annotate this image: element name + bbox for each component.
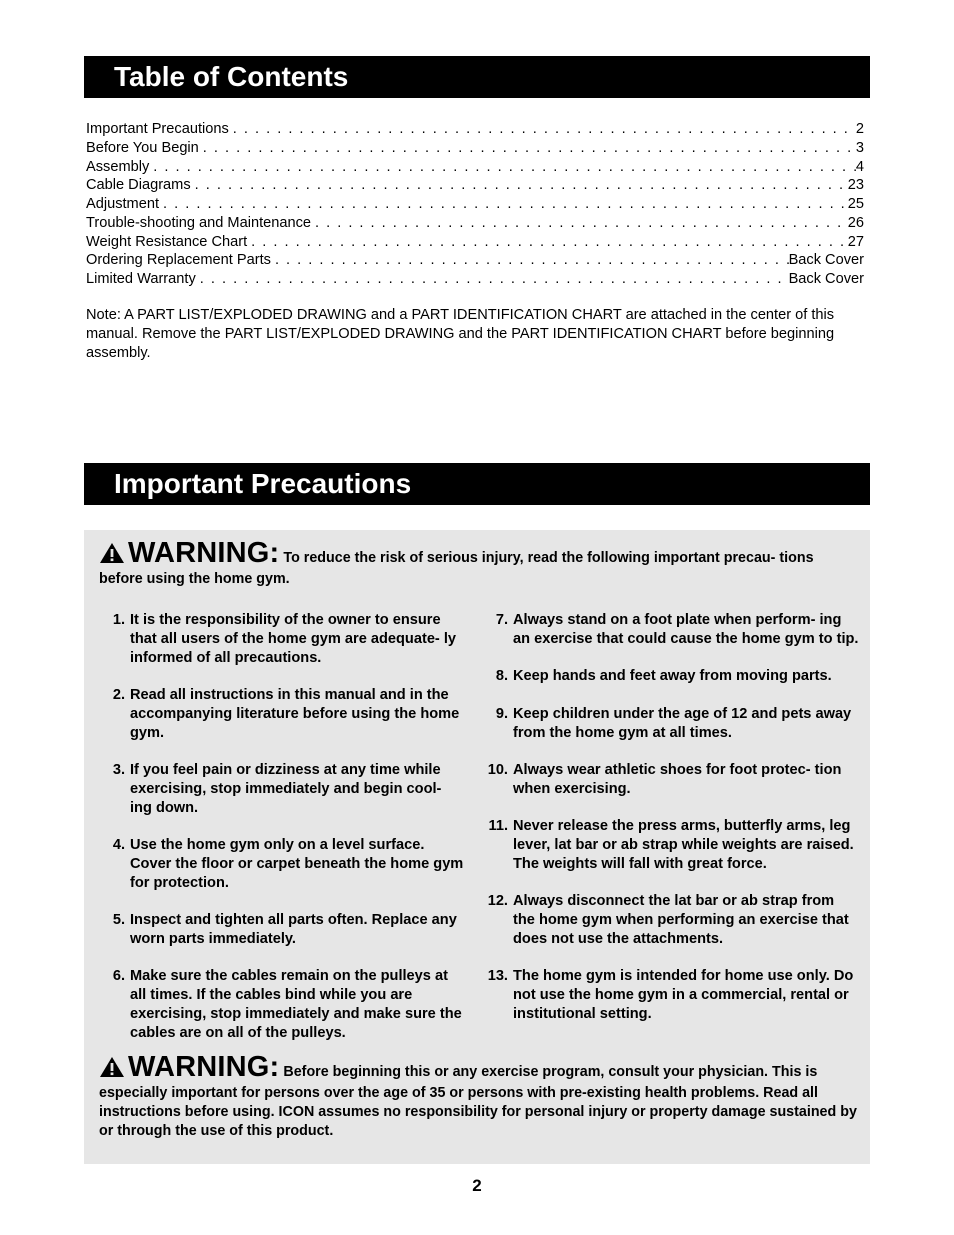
precaution-item (100, 967, 466, 1042)
warning-physician (99, 1051, 859, 1141)
precaution-item (484, 761, 859, 799)
toc-entry[interactable] (86, 158, 864, 177)
precaution-number: 3. (112, 762, 125, 778)
toc-entry-label: Adjustment (86, 196, 160, 212)
toc-entry-page: 4 (855, 158, 864, 175)
toc-entry[interactable] (86, 251, 864, 270)
toc-heading: Table of Contents (84, 56, 870, 98)
precautions-list-left (100, 611, 466, 1061)
precaution-item (100, 686, 466, 742)
precautions-heading: Important Precautions (84, 463, 870, 505)
toc-leader (271, 251, 789, 270)
precaution-text: Use the home gym only on a level surface. Cover the floor or carpet beneath the home gym for protection. (130, 837, 464, 891)
precaution-item (484, 705, 859, 743)
toc-entry-label: Before You Begin (86, 139, 199, 156)
toc-leader (149, 158, 856, 177)
precaution-text: Make sure the cables remain on the pulleys at all times. If the cables bind while you are exercising, stop immediately and make sure the cables are on all of the pulleys. (130, 968, 462, 1041)
precaution-number: 7. (495, 612, 508, 628)
toc-entry-page: 27 (847, 233, 864, 250)
warning-label: WARNING: (128, 1051, 280, 1083)
page-number: 2 (472, 1176, 482, 1195)
toc-entry-page: Back Cover (788, 252, 864, 269)
precaution-item (100, 611, 466, 667)
precaution-number: 4. (112, 837, 125, 853)
toc-entry-label: Limited Warranty (86, 271, 196, 287)
toc-entry[interactable] (86, 233, 864, 252)
toc-entry[interactable] (86, 195, 864, 214)
precautions-list-right (484, 611, 859, 1042)
precaution-number: 12. (487, 893, 508, 910)
warning-intro (99, 537, 859, 589)
toc-entry-page: Back Cover (788, 271, 864, 287)
precaution-item (484, 611, 859, 649)
toc-entry-page: 25 (847, 196, 864, 212)
toc-entry-page: 26 (847, 214, 864, 231)
toc-entry-label: Trouble-shooting and Maintenance (86, 214, 311, 231)
precaution-item (100, 836, 466, 892)
warning-triangle-icon (99, 542, 125, 570)
precaution-number: 11. (488, 818, 508, 835)
toc-leader (191, 176, 848, 195)
toc-entry-page: 3 (855, 139, 864, 156)
precaution-number: 2. (112, 687, 125, 703)
toc-entry-label: Weight Resistance Chart (86, 233, 248, 250)
precaution-text: Read all instructions in this manual and in the accompanying literature before using the home gym. (130, 687, 460, 741)
precaution-number: 1. (112, 612, 125, 628)
precaution-number: 6. (112, 968, 125, 985)
toc-list (86, 120, 864, 289)
toc-note: Note: A PART LIST/EXPLODED DRAWING and a PART IDENTIFICATION CHART are attached in the center of this manual. Remove the PART LIST/EXPLODED DRAWING and the PART IDENTIFICATION CHART before beginning assembly. (86, 307, 835, 361)
precaution-number: 8. (495, 668, 508, 685)
precaution-text: The home gym is intended for home use only. Do not use the home gym in a commercial, rental or institutional setting. (513, 968, 854, 1022)
precaution-item (484, 967, 859, 1023)
precaution-text: Always wear athletic shoes for foot protec- tion when exercising. (513, 762, 842, 797)
precaution-text: Inspect and tighten all parts often. Replace any worn parts immediately. (130, 912, 457, 947)
toc-entry-page: 23 (847, 177, 864, 194)
toc-entry-label: Ordering Replacement Parts (86, 252, 271, 269)
warning-label: WARNING: (128, 537, 280, 569)
precaution-text: Never release the press arms, butterfly arms, leg lever, lat bar or ab strap while weights are raised. The weights will fall with great force. (513, 818, 854, 872)
precaution-number: 13. (487, 968, 508, 985)
precaution-item (484, 667, 859, 686)
toc-entry-label: Assembly (86, 158, 150, 175)
toc-leader (196, 270, 789, 289)
toc-leader (311, 214, 848, 233)
precaution-item (100, 911, 466, 949)
toc-entry[interactable] (86, 139, 864, 158)
warning-intro-text: To reduce the risk of serious injury, read the following important precau- tions before using the home gym. (99, 550, 814, 587)
precaution-text: Always stand on a foot plate when perform- ing an exercise that could cause the home gym to tip. (513, 612, 859, 647)
precaution-number: 9. (495, 705, 508, 722)
toc-entry-label: Cable Diagrams (86, 177, 191, 194)
warning-physician-text: Before beginning this or any exercise program, consult your physician. This is especially important for persons over the age of 35 or persons with pre-existing health problems. Read all instructions before using. ICON assumes no responsibility for personal injury or property damage sustained by or through the use of this product. (99, 1064, 857, 1139)
warning-triangle-icon (99, 1056, 125, 1084)
toc-leader (159, 195, 848, 214)
precaution-item (484, 892, 859, 948)
toc-entry[interactable] (86, 270, 864, 289)
toc-leader (229, 120, 856, 139)
precaution-number: 10. (487, 762, 508, 778)
toc-leader (247, 233, 848, 252)
precaution-text: If you feel pain or dizziness at any time while exercising, stop immediately and begin cool- ing down. (130, 762, 442, 816)
precaution-item (484, 817, 859, 873)
toc-entry[interactable] (86, 176, 864, 195)
precaution-text: Always disconnect the lat bar or ab strap from the home gym when performing an exercise that does not use the attachments. (513, 893, 849, 947)
precaution-item (100, 761, 466, 817)
precaution-number: 5. (112, 912, 125, 928)
toc-leader (199, 139, 856, 158)
toc-entry-page: 2 (855, 121, 864, 137)
precaution-text: Keep hands and feet away from moving parts. (513, 668, 832, 685)
precaution-text: Keep children under the age of 12 and pets away from the home gym at all times. (513, 705, 852, 741)
toc-entry[interactable] (86, 120, 864, 139)
precaution-text: It is the responsibility of the owner to ensure that all users of the home gym are adequate- ly informed of all precautions. (130, 612, 457, 666)
toc-entry-label: Important Precautions (86, 121, 229, 137)
toc-entry[interactable] (86, 214, 864, 233)
